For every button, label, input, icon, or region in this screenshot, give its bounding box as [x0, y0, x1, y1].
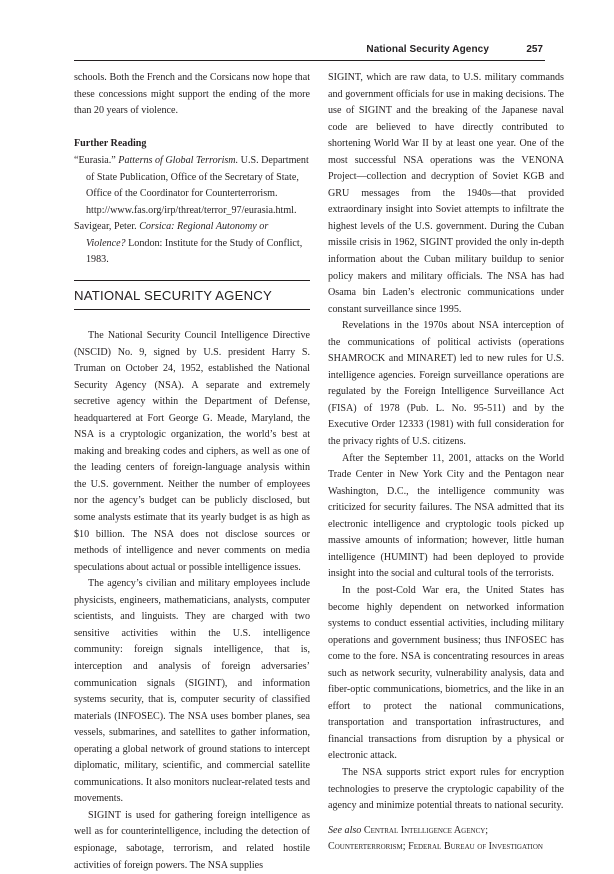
further-reading-heading: Further Reading	[74, 137, 147, 149]
body-paragraph: In the post-Cold War era, the United States has become highly dependent on networked information systems to conduct essential activities, including military operations and government business; thus INFOSEC has come to the fore. NSA is concentrating resources in areas such as network security, vulnerability analysis, data and fiber-optic communications, biometrics, and the like in an effort to protect the national communications, transportation and transportation infrastructures, and financial transactions from disruption by a physical or electronic attack.	[328, 584, 564, 762]
running-header	[74, 44, 545, 61]
intro-paragraph: schools. Both the French and the Corsicans now hope that these concessions might support the ending of the more than 20 years of violence.	[74, 72, 310, 117]
reference-eurasia-part1: “Eurasia.”	[74, 155, 119, 167]
reference-eurasia	[74, 153, 310, 219]
reference-eurasia-part2: U.S. Department of State Publication, Office of the Secretary of State, Office of the Coordinator for Counterterrorism. http://www.fas.org/irp/threat/terror_97/eurasia.html.	[86, 155, 309, 216]
see-also-label: See also	[328, 824, 362, 836]
section-rule-bottom	[74, 309, 310, 310]
reference-savigear-title: Corsica: Regional Autonomy or Violence?	[86, 221, 269, 249]
right-column	[328, 70, 564, 856]
reference-savigear	[74, 219, 310, 269]
see-also	[328, 823, 564, 856]
body-paragraph: The NSA supports strict export rules for encryption technologies to preserve the cryptologic capability of the agency and minimize potential threats to national security.	[328, 766, 564, 812]
see-also-links: Central Intelligence Agency; Counterterrorism; Federal Bureau of Investigation	[328, 824, 543, 853]
section-rule-top	[74, 280, 310, 281]
page-number: 257	[526, 44, 543, 55]
body-paragraph: After the September 11, 2001, attacks on the World Trade Center in New York City and the Pentagon near Washington, D.C., the intelligence community was criticized for security failures. The NSA admitted that its electronic intelligence and cryptologic tools picked up massive amounts of information; however, little human intelligence (HUMINT) had been deployed to provide insight into the social and cultural tools of the terrorists.	[328, 452, 564, 580]
left-column	[74, 70, 310, 874]
body-paragraph: Revelations in the 1970s about NSA interception of the communications of political activists (operations SHAMROCK and MINARET) led to new rules for U.S. intelligence agencies. Foreign surveillance operations are regulated by the Foreign Intelligence Surveillance Act (FISA) of 1978 (Pub. L. No. 95-511) and by the Executive Order 12333 (1981) with full consideration for the privacy rights of U.S. citizens.	[328, 320, 564, 448]
section-title: NATIONAL SECURITY AGENCY	[74, 288, 273, 304]
body-paragraph: SIGINT is used for gathering foreign intelligence as well as for counterintelligence, including the detection of espionage, sabotage, terrorism, and related hostile activities of foreign powers. The NSA supplies	[74, 809, 310, 871]
reference-eurasia-title: Patterns of Global Terrorism.	[118, 155, 239, 167]
reference-savigear-part1: Savigear, Peter.	[74, 221, 140, 233]
reference-savigear-part2: London: Institute for the Study of Conflict, 1983.	[86, 237, 303, 266]
running-header-title: National Security Agency	[366, 44, 489, 55]
body-paragraph: The agency’s civilian and military employees include physicists, engineers, mathematicians, analysts, computer scientists, and linguists. They are charged with two sensitive activities within the U.S. intelligence community: foreign signals intelligence, that is, interception and analysis of foreign adversaries’ communication signals (SIGINT), and information systems security, that is, computer security of classified materials (INFOSEC). The NSA uses bomber planes, sea vessels, submarines, and satellites to gather information, operating a global network of ground stations to intercept diplomatic, military, scientific, and commercial satellite communications. It also monitors nuclear-related tests and movements.	[74, 578, 310, 805]
body-paragraph: The National Security Council Intelligence Directive (NSCID) No. 9, signed by U.S. president Harry S. Truman on October 24, 1952, established the National Security Agency (NSA). A separate and extremely secretive agency within the Department of Defense, headquartered at Fort George G. Meade, Maryland, the NSA is a cryptologic organization, the world’s best at making and breaking codes and ciphers, as well as one of the leading centers of foreign-language analysis within the U.S. government. Neither the number of employees nor the agency’s budget can be publicly disclosed, but some analysts estimate that its yearly budget is as high as $10 billion. The NSA does not disclose sources or methods of intelligence and never comments on media speculations about actual or possible intelligence issues.	[74, 330, 310, 573]
body-paragraph: SIGINT, which are raw data, to U.S. military commands and government officials for use in making decisions. The use of SIGINT and the breaking of the Japanese naval code are believed to have directly contributed to shortening World War II by at least one year. One of the most successful NSA operations was the VENONA Project—collection and decryption of Soviet KGB and GRU messages from the 1940s—that provided extraordinary insight into Soviet attempts to infiltrate the highest levels of the U.S. government. During the Cuban missile crisis in 1962, SIGINT provided the only in-depth information about the Cuban military buildup to senior policy makers and military officials. The NSA has had Osama bin Laden’s electronic communications under constant surveillance since 1995.	[328, 72, 564, 315]
